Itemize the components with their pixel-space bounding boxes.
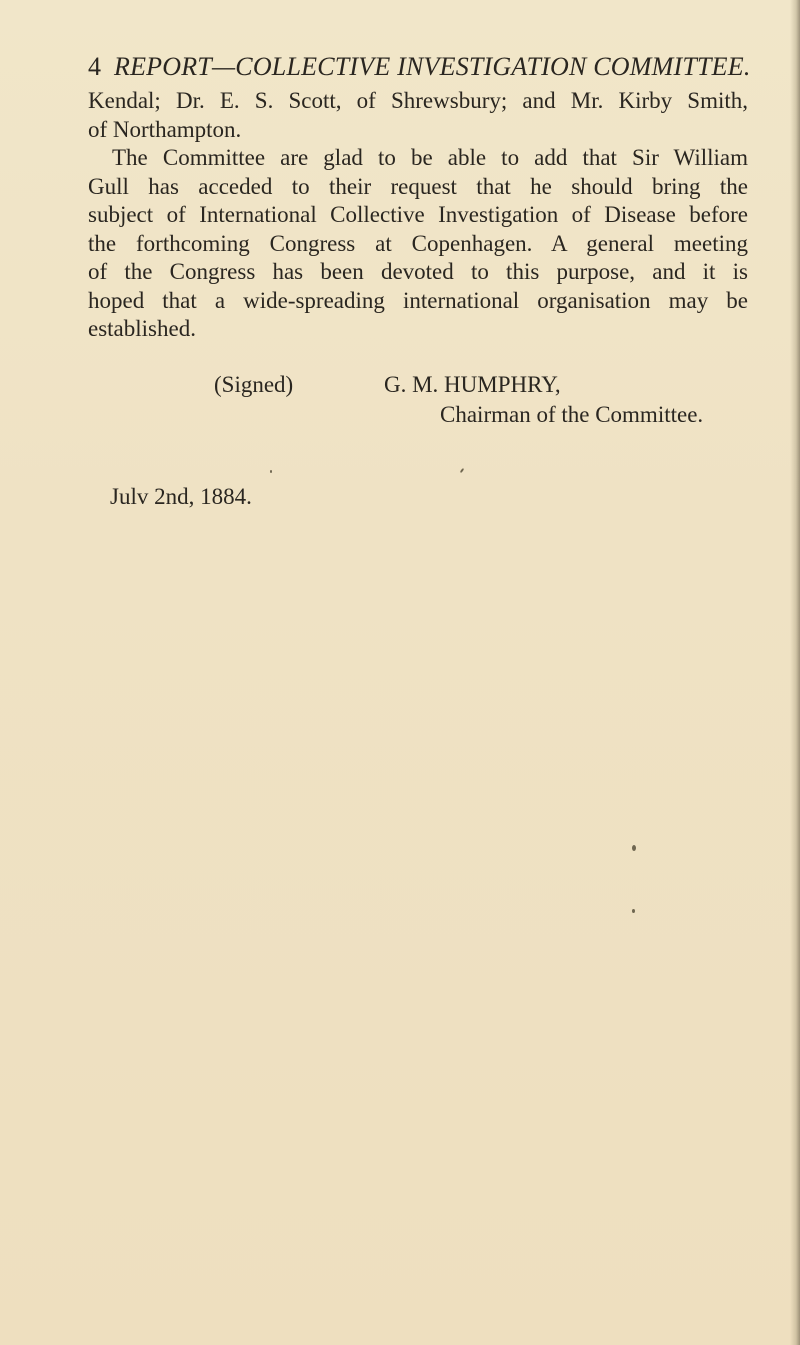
page-edge-shadow <box>790 0 800 1345</box>
ink-speck <box>270 470 272 473</box>
body-line: Gull has acceded to their request that he should bring the <box>88 173 748 199</box>
signatory-role: Chairman of the Committee. <box>440 402 704 427</box>
ink-speck <box>632 909 635 913</box>
body-line: hoped that a wide-spreading international organisation may be <box>88 287 748 313</box>
body-line: established. <box>88 316 196 341</box>
body-line: of Northampton. <box>88 116 242 142</box>
body-line: of the Congress has been devoted to this purpose, and it is <box>88 259 748 284</box>
signed-label: (Signed) <box>214 372 294 397</box>
page-number: 4 <box>88 52 102 81</box>
date-line: Julv 2nd, 1884. <box>110 484 252 509</box>
body-line: the forthcoming Congress at Copenhagen. A general meeting <box>88 230 748 256</box>
ink-speck <box>460 468 465 473</box>
body-line: Kendal; Dr. E. S. Scott, of Shrewsbury; and Mr. Kirby Smith, <box>88 88 748 113</box>
body-paragraphs <box>88 87 748 344</box>
ink-speck <box>632 845 636 851</box>
body-line: The Committee are glad to be able to add that Sir William <box>112 145 748 170</box>
signatory-name: G. M. HUMPHRY, <box>384 372 561 397</box>
running-title: REPORT—COLLECTIVE INVESTIGATION COMMITTEE. <box>114 52 751 81</box>
signature-block <box>0 372 800 432</box>
body-line: subject of International Collective Investigation of Disease before <box>88 202 748 227</box>
running-head <box>88 52 788 82</box>
